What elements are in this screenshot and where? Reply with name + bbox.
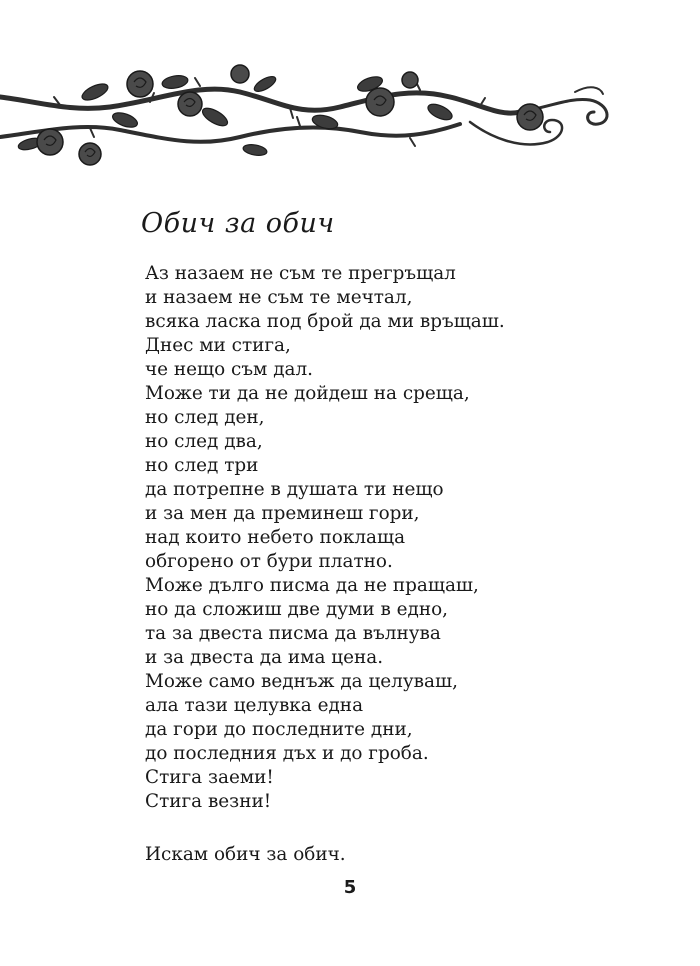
verse-line: над които небето поклаща: [145, 527, 406, 548]
verse-line: но след ден,: [145, 407, 265, 428]
verse-line: Днес ми стига,: [145, 335, 291, 356]
verse-line: Може само веднъж да целуваш,: [145, 671, 458, 692]
verse-line: Стига заеми!: [145, 767, 274, 788]
rose-vine-ornament-icon: [0, 62, 700, 172]
verse-line: Искам обич за обич.: [145, 844, 346, 865]
verse-line: Аз назаем не съм те прегръщал: [145, 263, 456, 284]
verse-line: Стига везни!: [145, 791, 272, 812]
verse-line: до последния дъх и до гроба.: [145, 743, 429, 764]
verse-line: да гори до последните дни,: [145, 719, 413, 740]
verse-line: и за мен да преминеш гори,: [145, 503, 420, 524]
verse-line: но след два,: [145, 431, 263, 452]
poem-stanza: [145, 262, 505, 814]
verse-line: но да сложиш две думи в едно,: [145, 599, 449, 620]
verse-line: че нещо съм дал.: [145, 359, 314, 380]
verse-line: и назаем не съм те мечтал,: [145, 287, 413, 308]
verse-line: и за двеста да има цена.: [145, 647, 384, 668]
verse-line: всяка ласка под брой да ми връщаш.: [145, 311, 505, 332]
verse-line: да потрепне в душата ти нещо: [145, 479, 444, 500]
verse-line: ала тази целувка една: [145, 695, 364, 716]
verse-line: Може дълго писма да не пращаш,: [145, 575, 479, 596]
verse-line: та за двеста писма да вълнува: [145, 623, 441, 644]
verse-line: обгорено от бури платно.: [145, 551, 393, 572]
poem-stanza: [145, 843, 346, 867]
poem-title: Обич за обич: [141, 208, 335, 239]
page-number: 5: [343, 877, 357, 898]
verse-line: но след три: [145, 455, 259, 476]
verse-line: Може ти да не дойдеш на среща,: [145, 383, 470, 404]
